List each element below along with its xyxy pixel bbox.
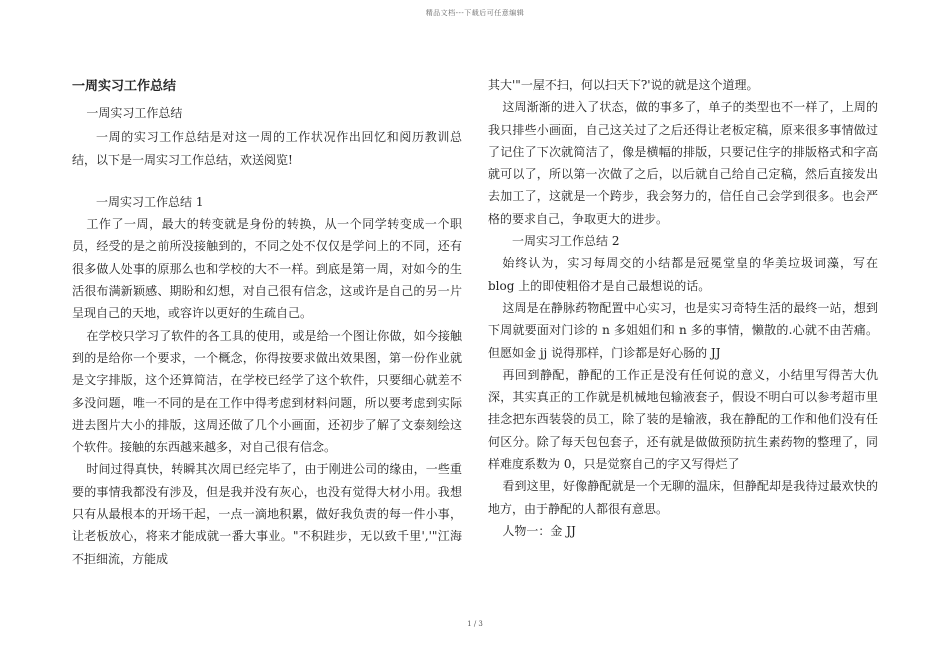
- document-subtitle: 一周实习工作总结: [86, 106, 183, 120]
- section-2-heading: 一周实习工作总结 2: [512, 234, 620, 249]
- section-1-heading: 一周实习工作总结 1: [96, 194, 204, 209]
- right-column: [488, 74, 878, 542]
- paragraph-2: 在学校只学习了软件的各工具的使用，或是给一个图让你做，如今接触到的是给你一个要求，一个概念，你得按要求做出效果图，第一份作业就是文字排版，这个还算简洁，在学校已经学了这个软件，只要细心就差不多没问题，唯一不同的是在工作中得考虑到材料问题，所以要考虑到实际进去图片大小的排版，这周还做了几个小画面，还初步了解了文泰刻绘这个软件。接触的东西越来越多，对自己很有信念。: [72, 328, 462, 455]
- intro-paragraph: 一周的实习工作总结是对这一周的工作状况作出回忆和阅历教训总结，以下是一周实习工作总结，欢送阅览!: [72, 130, 462, 167]
- paragraph-9: 人物一：金 JJ: [502, 523, 576, 538]
- document-title: 一周实习工作总结: [72, 79, 177, 94]
- paragraph-6: 这周是在静脉药物配置中心实习，也是实习奇特生活的最终一站，想到下周就要面对门诊的 n 多姐姐们和 n 多的事情，懒散的.心就不由苦痛。但愿如金 jj 说得那样，门诊都是好心肠的 JJ: [488, 300, 878, 360]
- spacer: [72, 171, 462, 191]
- paragraph-3: 时间过得真快，转瞬其次周已经完毕了，由于刚进公司的缘由，一些重要的事情我都没有涉及，但是我并没有灰心，也没有觉得大材小用。我想只有从最根本的开场干起，一点一滴地积累，做好我负责的每一件小事，让老板放心，将来才能成就一番大事业。"不积跬步，无以致千里','"江海不拒细流，方能成: [72, 462, 462, 566]
- paragraph-3-continued: 其大'"一屋不扫，何以扫天下?'说的就是这个道理。: [488, 78, 759, 92]
- page-header: 精品文档---下载后可任意编辑: [425, 9, 525, 17]
- paragraph-8: 看到这里，好像静配就是一个无聊的温床，但静配却是我待过最欢快的地方，由于静配的人都很有意思。: [488, 479, 878, 516]
- paragraph-1: 工作了一周，最大的转变就是身份的转换，从一个同学转变成一个职员，经受的是之前所没接触到的，不同之处不仅仅是学问上的不同，还有很多做人处事的原那么也和学校的大不一样。到底是第一周，对如今的生活很布满新颖感、期盼和幻想，对自己很有信念，这或许是自己的另一片呈现自己的天地，或容许以更好的生疏自己。: [72, 217, 462, 321]
- paragraph-5: 始终认为，实习每周交的小结都是冠冕堂皇的华美垃圾词藻，写在 blog 上的即使粗俗才是自己最想说的话。: [488, 256, 878, 293]
- paragraph-4: 这周渐渐的进入了状态，做的事多了，单子的类型也不一样了，上周的我只排些小画面，自己这关过了之后还得让老板定稿，原来很多事情做过了记住了下次就简洁了，像是横幅的排版，只要记住字的排版格式和字高就可以了，所以第一次做了之后，以后就自己给自己定稿，然后直接发出去加工了，这就是一个跨步，我会努力的，信任自己会学到很多。也会严格的要求自己，争取更大的进步。: [488, 100, 878, 226]
- left-column: [72, 76, 462, 570]
- paragraph-7: 再回到静配，静配的工作正是没有任何说的意义，小结里写得苦大仇深，其实真正的工作就是机械地包输液套子，假设不明白可以参考超市里挂念把东西装袋的员工，除了装的是输液，我在静配的工作和他们没有任何区分。除了每天包包套子，还有就是做做预防抗生素药物的整理了，同样难度系数为 0，只是觉察自己的字又写得烂了: [488, 367, 878, 472]
- page-number: 1 / 3: [467, 620, 483, 628]
